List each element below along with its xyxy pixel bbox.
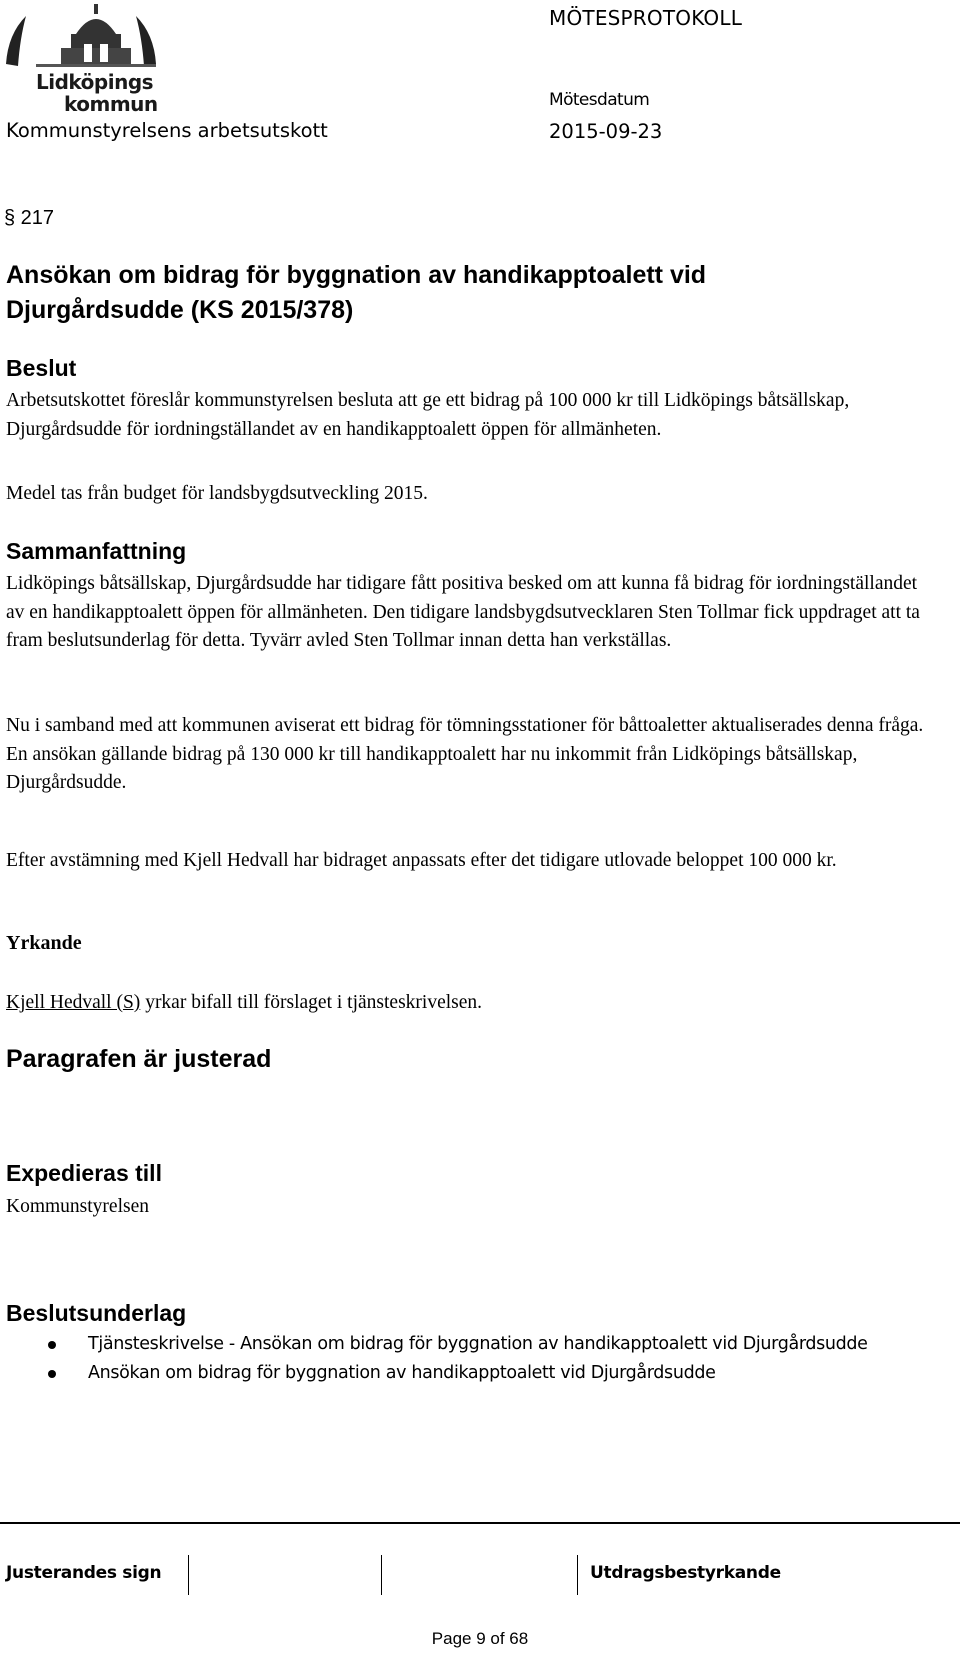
utdragsbestyrkande-label: Utdragsbestyrkande bbox=[590, 1563, 781, 1583]
expedieras-heading: Expedieras till bbox=[6, 1160, 162, 1186]
beslutsunderlag-list bbox=[48, 1330, 868, 1388]
signature-box-divider bbox=[577, 1555, 578, 1595]
paragraph-title-line2: Djurgårdsudde (KS 2015/378) bbox=[6, 296, 354, 324]
beslutsunderlag-heading: Beslutsunderlag bbox=[6, 1300, 187, 1326]
sammanfattning-paragraph-1: Lidköpings båtsällskap, Djurgårdsudde har tidigare fått positiva besked om att kunna få bidrag för iordningställandet av en handikapptoalett öppen för allmänheten. Den tidigare landsbygdsutvecklaren Sten Tollmar fick uppdraget att ta fram beslutsunderlag för detta. Tyvärr avled Sten Tollmar innan detta han verkställas. bbox=[6, 573, 920, 652]
yrkande-heading: Yrkande bbox=[6, 932, 82, 954]
logo-text-line2: kommun bbox=[64, 92, 158, 116]
list-item: Tjänsteskrivelse - Ansökan om bidrag för byggnation av handikapptoalett vid Djurgårdsudde bbox=[48, 1330, 868, 1359]
signature-box-divider bbox=[188, 1555, 189, 1595]
paragraph-title-line1: Ansökan om bidrag för byggnation av handikapptoalett vid bbox=[6, 261, 707, 289]
sammanfattning-paragraph-2: Nu i samband med att kommunen aviserat ett bidrag för tömningsstationer för båttoaletter aktualiserades denna fråga. En ansökan gällande bidrag på 130 000 kr till handikapptoalett har nu inkommit från Lidköpings båtsällskap, Djurgårdsudde. bbox=[6, 715, 924, 794]
municipality-logo bbox=[6, 4, 158, 116]
logo-text-line1: Lidköpings bbox=[36, 70, 154, 94]
paragraph-title bbox=[6, 258, 906, 328]
yrkande-text bbox=[6, 989, 931, 1018]
expedieras-recipient: Kommunstyrelsen bbox=[6, 1196, 149, 1217]
beslut-heading: Beslut bbox=[6, 355, 77, 381]
sammanfattning-paragraph-3: Efter avstämning med Kjell Hedvall har bidraget anpassats efter det tidigare utlovade beloppet 100 000 kr. bbox=[6, 850, 837, 871]
document-type: MÖTESPROTOKOLL bbox=[549, 6, 743, 30]
justerandes-sign-label: Justerandes sign bbox=[6, 1563, 162, 1583]
beslut-funding-text: Medel tas från budget för landsbygdsutveckling 2015. bbox=[6, 483, 428, 504]
paragraph-number: § 217 bbox=[4, 207, 55, 229]
justerad-notice: Paragrafen är justerad bbox=[6, 1045, 272, 1073]
committee-name: Kommunstyrelsens arbetsutskott bbox=[6, 119, 328, 142]
footer-divider bbox=[0, 1522, 960, 1524]
town-hall-logo-icon bbox=[6, 4, 156, 74]
yrkande-person: Kjell Hedvall (S) bbox=[6, 992, 141, 1013]
sammanfattning-heading: Sammanfattning bbox=[6, 538, 187, 564]
signature-box-divider bbox=[381, 1555, 382, 1595]
yrkande-statement: yrkar bifall till förslaget i tjänsteskrivelsen. bbox=[140, 992, 483, 1013]
page-number: Page 9 of 68 bbox=[431, 1629, 529, 1648]
meeting-date-label: Mötesdatum bbox=[549, 90, 650, 110]
meeting-date-value: 2015-09-23 bbox=[549, 120, 663, 143]
list-item: Ansökan om bidrag för byggnation av handikapptoalett vid Djurgårdsudde bbox=[48, 1359, 868, 1388]
beslut-text: Arbetsutskottet föreslår kommunstyrelsen besluta att ge ett bidrag på 100 000 kr till Lidköpings båtsällskap, Djurgårdsudde för iordningställandet av en handikapptoalett öppen för allmänheten. bbox=[6, 390, 850, 440]
